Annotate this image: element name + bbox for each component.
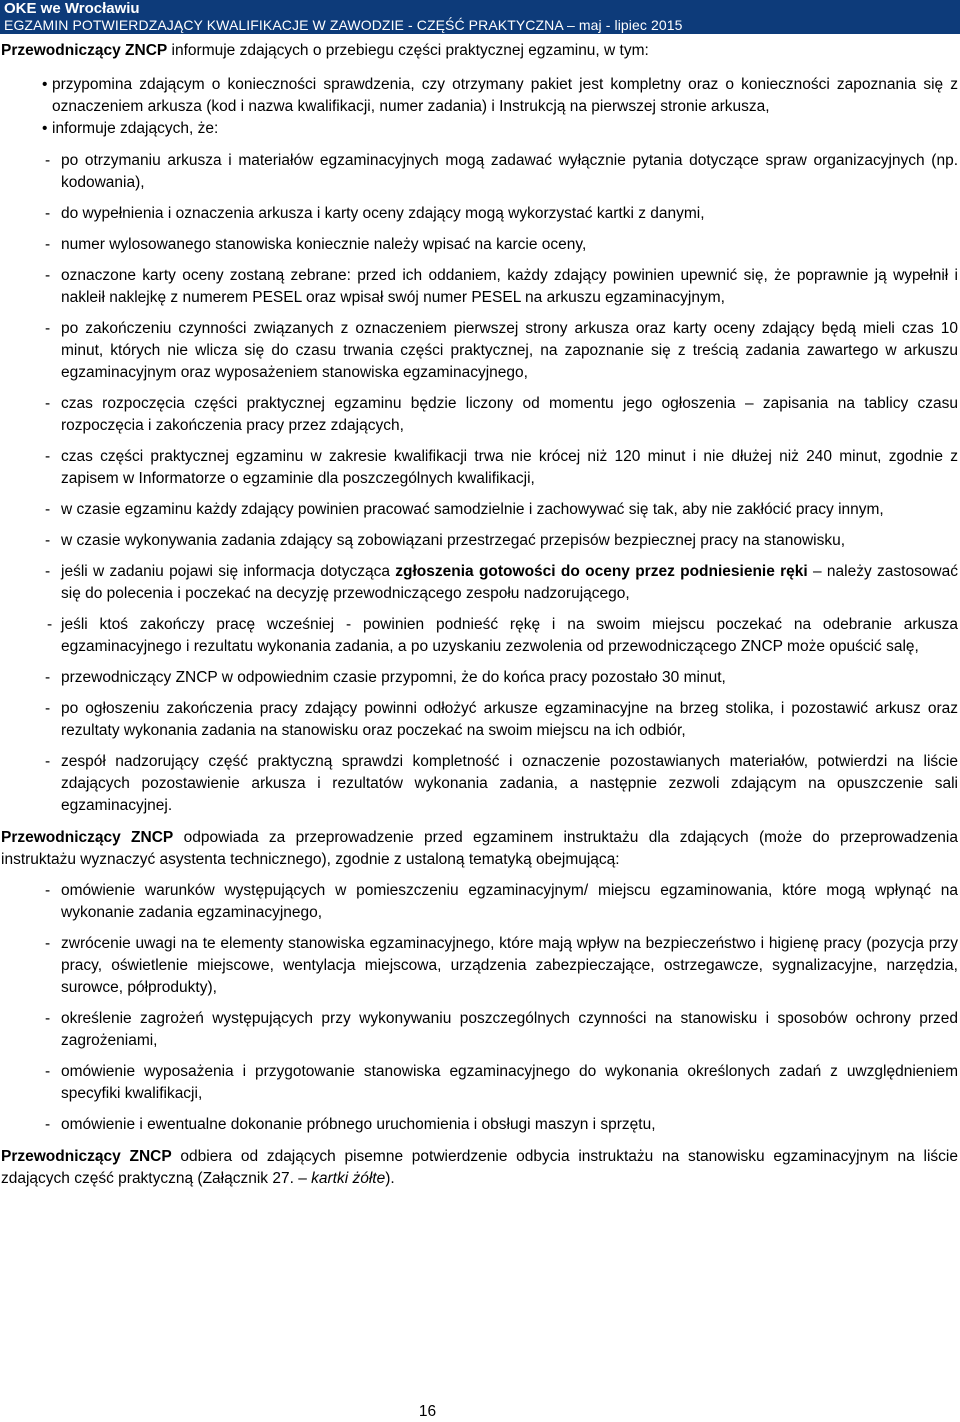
dash-marker: - [45, 935, 51, 952]
dash-marker: - [45, 395, 51, 412]
list-item-text: do wypełnienia i oznaczenia arkusza i karty oceny zdający mogą wykorzystać kartki z danymi, [61, 205, 705, 222]
list-item-text: przewodniczący ZNCP w odpowiednim czasie przypomni, że do końca pracy pozostało 30 minut, [61, 669, 726, 686]
bullet-dot-icon: • [42, 120, 48, 137]
list-item [0, 203, 958, 225]
list-item [0, 265, 958, 309]
list-item-text: po otrzymaniu arkusza i materiałów egzaminacyjnych mogą zadawać wyłącznie pytania dotyczące spraw organizacyjnych (np. kodowania), [61, 152, 958, 191]
list-item [0, 1008, 958, 1052]
list-item-text: jeśli ktoś zakończy pracę wcześniej - powinien podnieść rękę i na swoim miejscu poczekać na odebranie arkusza egzaminacyjnego i rezultatu wykonania zadania, a po uzyskaniu zezwolenia od przewodniczącego ZNCP może opuścić salę, [61, 616, 958, 655]
list-item [0, 393, 958, 437]
header-institution: OKE we Wrocławiu [4, 0, 140, 17]
dash-marker: - [45, 1063, 51, 1080]
dash-marker: - [45, 753, 51, 770]
list-item-text: omówienie i ewentualne dokonanie próbnego uruchomienia i obsługi maszyn i sprzętu, [61, 1116, 656, 1133]
page-number: 16 [418, 1403, 437, 1420]
dash-marker: - [45, 1010, 51, 1027]
bullet-text: informuje zdających, że: [52, 120, 219, 137]
list-item [0, 530, 958, 552]
intro-paragraph [0, 40, 958, 62]
list-item-text: po zakończeniu czynności związanych z oznaczeniem pierwszej strony arkusza oraz karty oceny zdający będą mieli czas 10 minut, których nie wlicza się do czasu trwania części praktycznej, na zapoznanie się z treścią zadania zawartego w arkuszu egzaminacyjnym oraz wyposażeniem stanowiska egzaminacyjnego, [61, 320, 958, 381]
list-item-text: zespół nadzorujący część praktyczną sprawdzi kompletność i oznaczenie pozostawianych materiałów, potwierdzi na liście zdających pozostawienie arkusza i rezultatów wykonania zadania, a następnie zezwoli zdającym na opuszczenie sali egzaminacyjnej. [61, 753, 958, 814]
list-item [0, 234, 958, 256]
dash-marker: - [45, 700, 51, 717]
list-item [0, 614, 958, 658]
instruction-paragraph [0, 827, 958, 871]
dash-marker: - [45, 882, 51, 899]
header-exam-title: EGZAMIN POTWIERDZAJĄCY KWALIFIKACJE W ZAWODZIE - CZĘŚĆ PRAKTYCZNA – maj - lipiec 2015 [4, 17, 683, 33]
document-body [0, 40, 958, 1190]
bullet-text: przypomina zdającym o konieczności sprawdzenia, czy otrzymany pakiet jest kompletny oraz o konieczności zapoznania się z oznaczeniem arkusza (kod i nazwa kwalifikacji, numer zadania) i Instrukcją na pierwszej stronie arkusza, [52, 76, 958, 115]
list-item [0, 1061, 958, 1105]
list-item-text: omówienie warunków występujących w pomieszczeniu egzaminacyjnym/ miejscu egzaminowania, które mogą wpłynąć na wykonanie zadania egzaminacyjnego, [61, 882, 958, 921]
list-item-text: numer wylosowanego stanowiska koniecznie należy wpisać na karcie oceny, [61, 236, 587, 253]
list-item-text: w czasie egzaminu każdy zdający powinien pracować samodzielnie i zachowywać się tak, aby nie zakłócić pracy innym, [61, 501, 884, 518]
para3-bold: Przewodniczący ZNCP [1, 1148, 172, 1165]
dash-marker: - [45, 501, 51, 518]
dash-marker: - [45, 532, 51, 549]
list-item [0, 1114, 958, 1136]
para3-text: odbiera od zdających pisemne potwierdzenie odbycia instruktażu na stanowisku egzaminacyjnym na liście zdających część praktyczną (Załącznik 27. – [1, 1148, 958, 1187]
list-item-text: czas części praktycznej egzaminu w zakresie kwalifikacji trwa nie krócej niż 120 minut i nie dłużej niż 240 minut, zgodnie z zapisem w Informatorze o egzaminie dla poszczególnych kwalifikacji, [61, 448, 958, 487]
list-item [0, 499, 958, 521]
ready-text-bold: zgłoszenia gotowości do oceny przez podniesienie ręki [395, 563, 808, 580]
list-item-text: czas rozpoczęcia części praktycznej egzaminu będzie liczony od momentu jego ogłoszenia – zapisania na tablicy czasu rozpoczęcia i zakończenia pracy przez zdających, [61, 395, 958, 434]
list-item-text: po ogłoszeniu zakończenia pracy zdający powinni odłożyć arkusze egzaminacyjne na brzeg stolika, i pozostawić arkusz oraz rezultaty wykonania zadania na stanowisku oraz poczekać na swoim miejscu na ich odbiór, [61, 700, 958, 739]
bullet-dot-icon: • [42, 76, 48, 93]
dash-marker: - [45, 1116, 51, 1133]
confirmation-paragraph [0, 1146, 958, 1190]
dash-marker: - [45, 669, 51, 686]
list-item-text: oznaczone karty oceny zostaną zebrane: przed ich oddaniem, każdy zdający powinien upewnić się, że poprawnie ją wypełnił i nakleił naklejkę z numerem PESEL oraz wpisał swój numer PESEL na arkuszu egzaminacyjnym, [61, 267, 958, 306]
intro-text: informuje zdających o przebiegu części praktycznej egzaminu, w tym: [167, 42, 649, 59]
list-item-text: określenie zagrożeń występujących przy wykonywaniu poszczególnych czynności na stanowisku i sposobów ochrony przed zagrożeniami, [61, 1010, 958, 1049]
list-item [0, 150, 958, 194]
ready-text-a: jeśli w zadaniu pojawi się informacja dotycząca [61, 563, 396, 580]
list-item [0, 561, 958, 605]
dash-marker: - [45, 448, 51, 465]
dash-marker: - [45, 320, 51, 337]
dash-marker: - [45, 267, 51, 284]
intro-bold: Przewodniczący ZNCP [1, 42, 168, 59]
para3-italic: kartki żółte [311, 1170, 386, 1187]
dash-marker: - [47, 616, 53, 633]
dash-marker: - [45, 563, 51, 580]
dash-marker: - [45, 152, 51, 169]
page-header [0, 0, 960, 34]
list-item [0, 667, 958, 689]
dash-marker: - [45, 205, 51, 222]
list-item [0, 880, 958, 924]
dash-marker: - [45, 236, 51, 253]
ready-text-b: – należy zastosować się do polecenia i poczekać na decyzję przewodniczącego zespołu nadzorującego, [61, 563, 958, 602]
para2-text: odpowiada za przeprowadzenie przed egzaminem instruktażu dla zdających (może do przeprowadzenia instruktażu wyznaczyć asystenta technicznego), zgodnie z ustaloną tematyką obejmującą: [1, 829, 958, 868]
list-item [0, 933, 958, 999]
bullet-item [0, 118, 958, 140]
list-item-text: omówienie wyposażenia i przygotowanie stanowiska egzaminacyjnego do wykonania określonych zadań z uwzględnieniem specyfiki kwalifikacji, [61, 1063, 958, 1102]
para2-bold: Przewodniczący ZNCP [1, 829, 174, 846]
list-item-text: zwrócenie uwagi na te elementy stanowiska egzaminacyjnego, które mają wpływ na bezpieczeństwo i higienę pracy (pozycja przy pracy, oświetlenie miejscowe, wentylacja miejscowa, urządzenia zabezpieczające, ostrzegawcze, sygnalizacyjne, narzędzia, surowce, półprodukty), [61, 935, 958, 996]
list-item-text: w czasie wykonywania zadania zdający są zobowiązani przestrzegać przepisów bezpiecznej pracy na stanowisku, [61, 532, 846, 549]
list-item [0, 318, 958, 384]
list-item [0, 446, 958, 490]
para3-end: ). [385, 1170, 395, 1187]
bullet-item [0, 74, 958, 118]
list-item [0, 751, 958, 817]
list-item [0, 698, 958, 742]
